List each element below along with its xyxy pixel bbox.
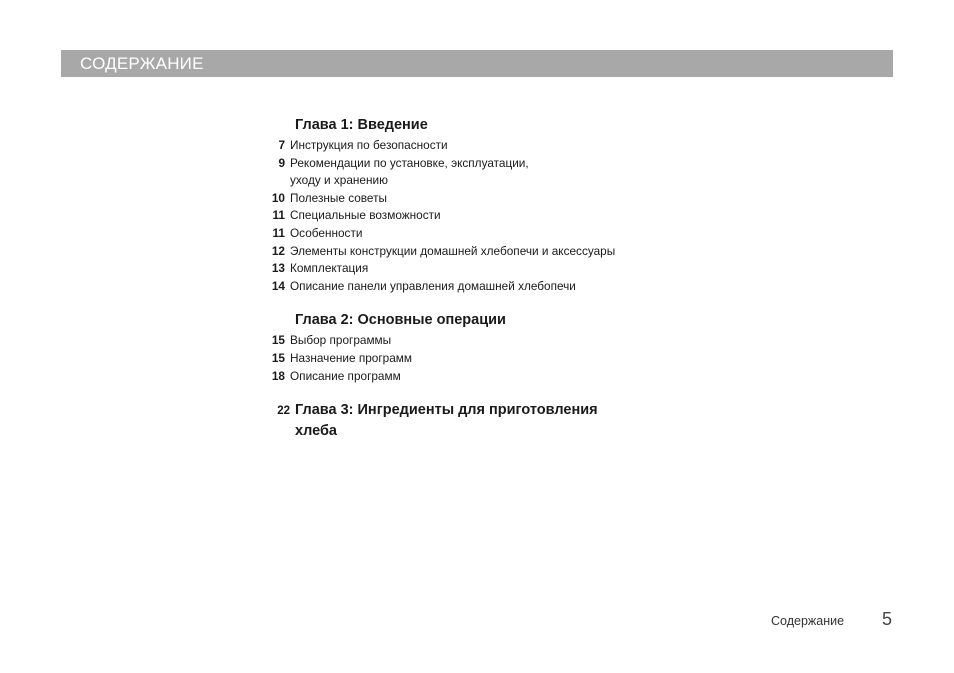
chapter-3-title[interactable]: [262, 401, 702, 420]
section-header-bar: [61, 50, 893, 77]
chapter-3: [262, 401, 702, 441]
toc-entry-page: 14: [271, 278, 285, 293]
chapter-3-title-line2: хлеба: [295, 423, 337, 440]
toc-entry-text: Особенности: [290, 225, 363, 240]
page-number: 5: [882, 609, 893, 629]
section-title: СОДЕРЖАНИЕ: [80, 54, 204, 73]
toc-entry[interactable]: [262, 278, 702, 296]
chapter-3-title-line1: Глава 3: Ингредиенты для приготовления: [295, 402, 598, 419]
toc-entry-page: 12: [271, 243, 285, 258]
toc-entry-page: 15: [271, 333, 285, 348]
toc-entry-text: Комплектация: [290, 261, 369, 276]
toc-entry-text: Описание программ: [290, 368, 401, 383]
table-of-contents: [262, 116, 702, 443]
chapter-1: [262, 116, 702, 295]
toc-entry[interactable]: [262, 155, 702, 173]
toc-entry[interactable]: [262, 368, 702, 386]
chapter-2: [262, 311, 702, 385]
footer-section-label: Содержание: [771, 614, 845, 628]
toc-entry-page: 15: [271, 350, 285, 365]
chapter-3-page: 22: [277, 405, 290, 418]
toc-entry-text: Описание панели управления домашней хлебопечи: [290, 278, 576, 293]
toc-entry-page: 7: [278, 138, 285, 152]
toc-entry[interactable]: [262, 137, 702, 155]
toc-entry-page: 13: [271, 261, 285, 276]
toc-entry-text: Назначение программ: [290, 350, 412, 365]
toc-entry[interactable]: [262, 225, 702, 243]
toc-entry-text: Инструкция по безопасности: [290, 138, 448, 152]
toc-entry[interactable]: [262, 332, 702, 350]
toc-entry[interactable]: [262, 190, 702, 208]
spacer: [262, 385, 702, 401]
toc-entry-text: Рекомендации по установке, эксплуатации,: [290, 155, 529, 170]
toc-entry-page-empty: [262, 172, 290, 190]
toc-entry-text: Выбор программы: [290, 333, 392, 348]
toc-entry-page: 18: [271, 368, 285, 383]
toc-entry-page: 11: [272, 208, 285, 223]
toc-entry-text: Полезные советы: [290, 190, 387, 205]
toc-entry[interactable]: [262, 260, 702, 278]
toc-entry[interactable]: [262, 207, 702, 225]
toc-entry-text: уходу и хранению: [290, 173, 388, 188]
toc-entry-text: Элементы конструкции домашней хлебопечи и аксессуары: [290, 243, 616, 258]
toc-entry[interactable]: [262, 350, 702, 368]
toc-entry-text: Специальные возможности: [290, 208, 441, 223]
toc-entry[interactable]: [262, 243, 702, 261]
spacer: [262, 295, 702, 311]
chapter-1-title[interactable]: Глава 1: Введение: [295, 117, 428, 133]
toc-entry-page: 9: [278, 155, 285, 170]
toc-entry-page: 10: [271, 190, 285, 205]
chapter-2-title[interactable]: Глава 2: Основные операции: [295, 312, 506, 329]
toc-entry-continuation[interactable]: [262, 172, 702, 190]
toc-entry-page: 11: [272, 225, 285, 240]
